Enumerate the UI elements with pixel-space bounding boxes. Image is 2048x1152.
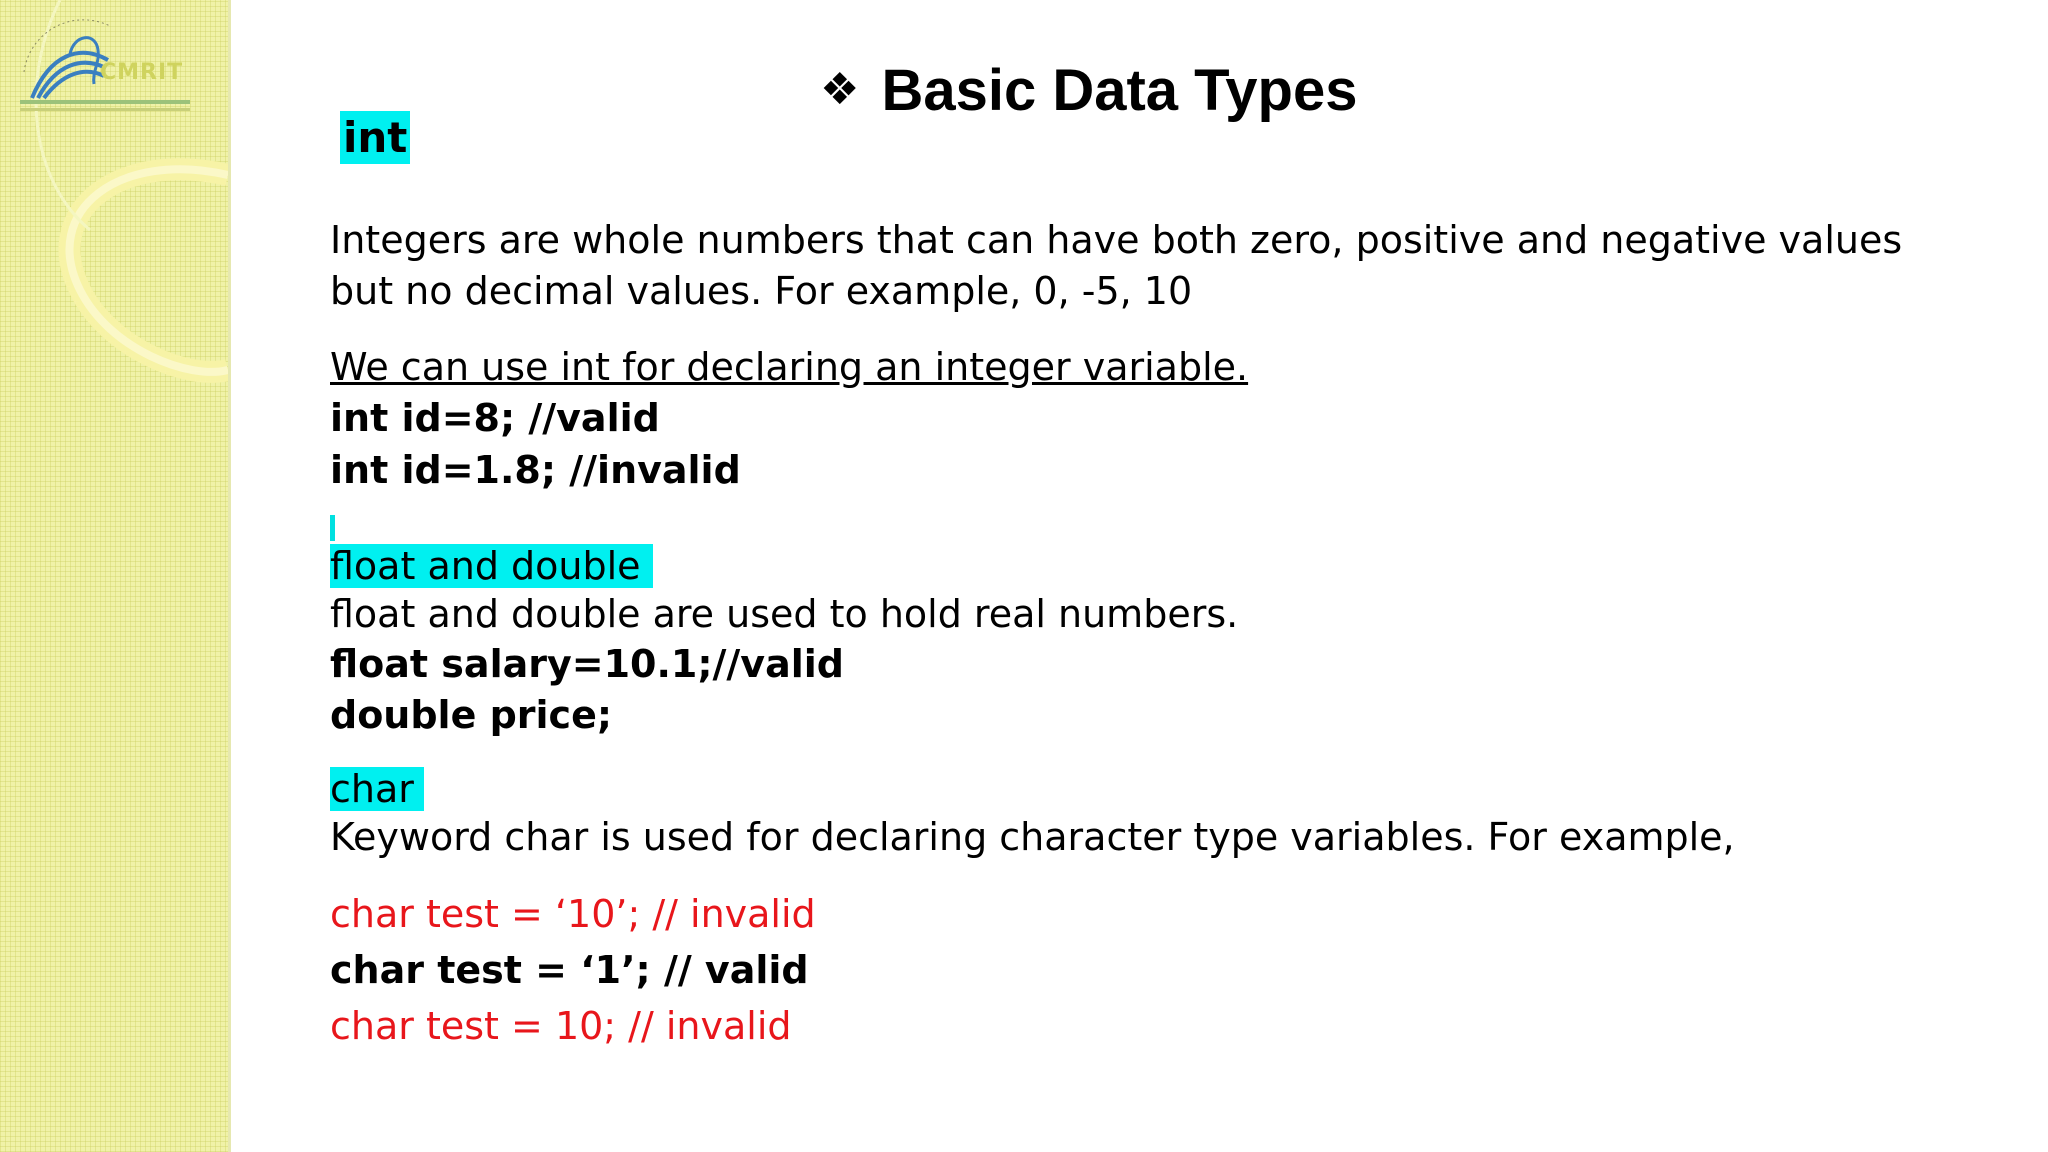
char-description: Keyword char is used for declaring character type variables. For example, — [330, 815, 1735, 859]
int-heading — [340, 113, 410, 162]
int-example-invalid: int id=1.8; //invalid — [330, 448, 741, 492]
double-example: double price; — [330, 693, 613, 737]
float-double-heading — [330, 544, 653, 588]
float-example: float salary=10.1;//valid — [330, 642, 844, 686]
char-heading-label: char — [330, 767, 424, 811]
sidebar-divider — [228, 0, 231, 1152]
char-example-invalid-2: char test = 10; // invalid — [330, 1004, 792, 1048]
int-example-valid: int id=8; //valid — [330, 396, 660, 440]
char-heading — [330, 767, 424, 811]
int-description-line2: but no decimal values. For example, 0, -5, 10 — [330, 269, 1193, 313]
diamond-bullet-icon: ❖ — [820, 64, 860, 115]
slide-title — [820, 50, 1358, 130]
char-example-valid: char test = ‘1’; // valid — [330, 948, 809, 992]
int-heading-label: int — [340, 111, 410, 164]
float-double-description: float and double are used to hold real numbers. — [330, 592, 1239, 636]
float-double-heading-label: float and double — [330, 544, 653, 588]
logo-text: CMRIT — [100, 60, 184, 85]
slide-title-text: Basic Data Types — [881, 57, 1358, 123]
text-cursor — [330, 515, 335, 541]
int-usage-note: We can use int for declaring an integer variable. — [330, 345, 1249, 389]
int-description-line1: Integers are whole numbers that can have both zero, positive and negative values — [330, 218, 1903, 262]
char-example-invalid-1: char test = ‘10’; // invalid — [330, 892, 816, 936]
decorative-sidebar — [0, 0, 228, 1152]
